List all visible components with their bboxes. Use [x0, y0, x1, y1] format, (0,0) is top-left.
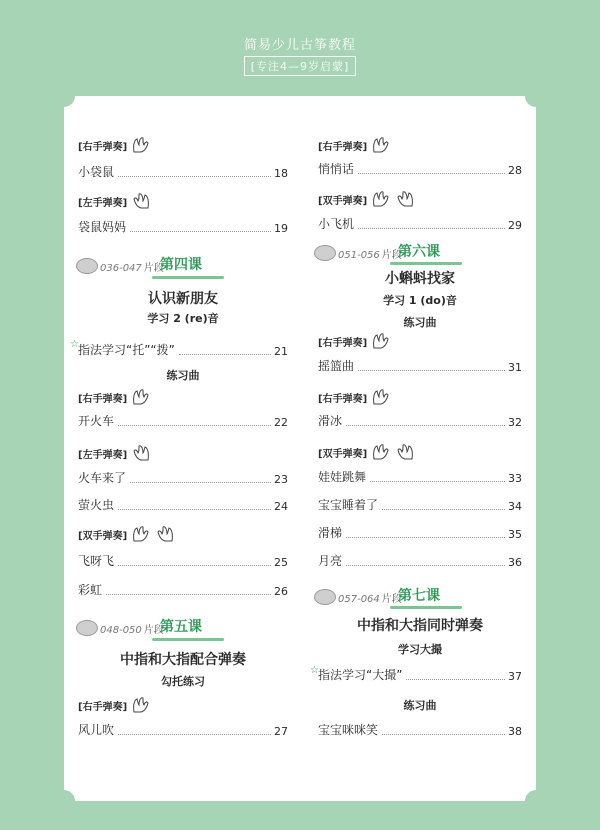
dvd-badge: 048-050 片段: [76, 620, 164, 636]
lesson-ornament: [152, 276, 224, 279]
toc-entry[interactable]: 火车来了 23: [78, 471, 288, 486]
star-icon: ☆: [310, 665, 319, 676]
lesson-ornament: [152, 638, 224, 641]
hand-icon: [371, 388, 391, 406]
right-hand-tag: [右手弹奏]: [78, 696, 151, 714]
lesson-title: 小蝌蚪找家: [385, 271, 455, 287]
practice-heading: 练习曲: [403, 316, 437, 329]
right-hand-tag: [右手弹奏]: [318, 332, 391, 350]
dvd-disc-icon: [314, 245, 336, 261]
lesson-number: 第四课: [160, 257, 202, 273]
corner-cutout: [53, 85, 75, 107]
lesson-number: 第六课: [398, 244, 440, 260]
right-hand-tag: [右手弹奏]: [318, 388, 391, 406]
both-hands-tag: [双手弹奏]: [78, 525, 175, 543]
toc-entry[interactable]: 宝宝咪咪笑 38: [318, 723, 522, 738]
toc-entry[interactable]: 滑冰 32: [318, 414, 522, 429]
lesson-subtitle: 学习大撮: [398, 643, 442, 656]
lesson-title: 中指和大指配合弹奏: [120, 652, 246, 668]
hand-icon: [371, 136, 391, 154]
lesson-number: 第五课: [160, 619, 202, 635]
lesson-number: 第七课: [398, 588, 440, 604]
toc-page: [64, 96, 536, 801]
toc-entry[interactable]: 萤火虫 24: [78, 498, 288, 513]
star-icon: ☆: [70, 339, 79, 350]
both-hands-tag: [双手弹奏]: [318, 443, 415, 461]
hand-icon: [131, 388, 151, 406]
toc-entry[interactable]: 摇篮曲 31: [318, 359, 522, 374]
hand-icon: [131, 525, 151, 543]
dvd-disc-icon: [76, 258, 98, 274]
hand-icon: [131, 192, 151, 210]
toc-entry[interactable]: 滑梯 35: [318, 526, 522, 541]
toc-entry[interactable]: 飞呀飞 25: [78, 554, 288, 569]
hand-icon: [131, 444, 151, 462]
toc-entry[interactable]: 指法学习“大撮” 37: [318, 668, 522, 683]
right-hand-tag: [右手弹奏]: [78, 388, 151, 406]
right-hand-tag: [右手弹奏]: [318, 136, 391, 154]
hand-icon: [395, 443, 415, 461]
toc-entry[interactable]: 月亮 36: [318, 554, 522, 569]
lesson-title: 认识新朋友: [148, 291, 218, 307]
toc-entry[interactable]: 小飞机 29: [318, 217, 522, 232]
dvd-badge: 057-064 片段: [314, 589, 402, 605]
toc-entry[interactable]: 娃娃跳舞 33: [318, 470, 522, 485]
lesson-ornament: [390, 262, 462, 265]
right-hand-tag: [右手弹奏]: [78, 136, 151, 154]
lesson-subtitle: 学习 2 (re)音: [147, 312, 219, 325]
hand-icon: [155, 525, 175, 543]
book-title: 简易少儿古筝教程: [243, 38, 356, 53]
toc-entry[interactable]: 小袋鼠 18: [78, 165, 288, 180]
left-hand-tag: [左手弹奏]: [78, 192, 151, 210]
practice-heading: 练习曲: [403, 699, 437, 712]
hand-icon: [371, 332, 391, 350]
lesson-ornament: [390, 606, 462, 609]
corner-cutout: [525, 85, 547, 107]
dvd-disc-icon: [76, 620, 98, 636]
toc-entry[interactable]: 宝宝睡着了 34: [318, 498, 522, 513]
lesson-title: 中指和大指同时弹奏: [357, 618, 483, 634]
hand-icon: [131, 136, 151, 154]
lesson-subtitle: 勾托练习: [161, 675, 205, 688]
toc-entry[interactable]: 风儿吹 27: [78, 723, 288, 738]
dvd-badge: 036-047 片段: [76, 258, 164, 274]
dvd-disc-icon: [314, 589, 336, 605]
hand-icon: [371, 190, 391, 208]
dvd-badge: 051-056 片段: [314, 245, 402, 261]
lesson-subtitle: 学习 1 (do)音: [383, 294, 457, 307]
hand-icon: [395, 190, 415, 208]
toc-entry[interactable]: 开火车 22: [78, 414, 288, 429]
corner-cutout: [525, 790, 547, 812]
toc-entry[interactable]: 袋鼠妈妈 19: [78, 220, 288, 235]
both-hands-tag: [双手弹奏]: [318, 190, 415, 208]
corner-cutout: [53, 790, 75, 812]
book-subtitle: [专注4—9岁启蒙]: [0, 56, 600, 76]
toc-entry[interactable]: 彩虹 26: [78, 583, 288, 598]
toc-entry[interactable]: 悄悄话 28: [318, 162, 522, 177]
practice-heading: 练习曲: [166, 369, 200, 382]
left-hand-tag: [左手弹奏]: [78, 444, 151, 462]
toc-entry[interactable]: 指法学习“托”“拨” 21: [78, 343, 288, 358]
hand-icon: [131, 696, 151, 714]
hand-icon: [371, 443, 391, 461]
